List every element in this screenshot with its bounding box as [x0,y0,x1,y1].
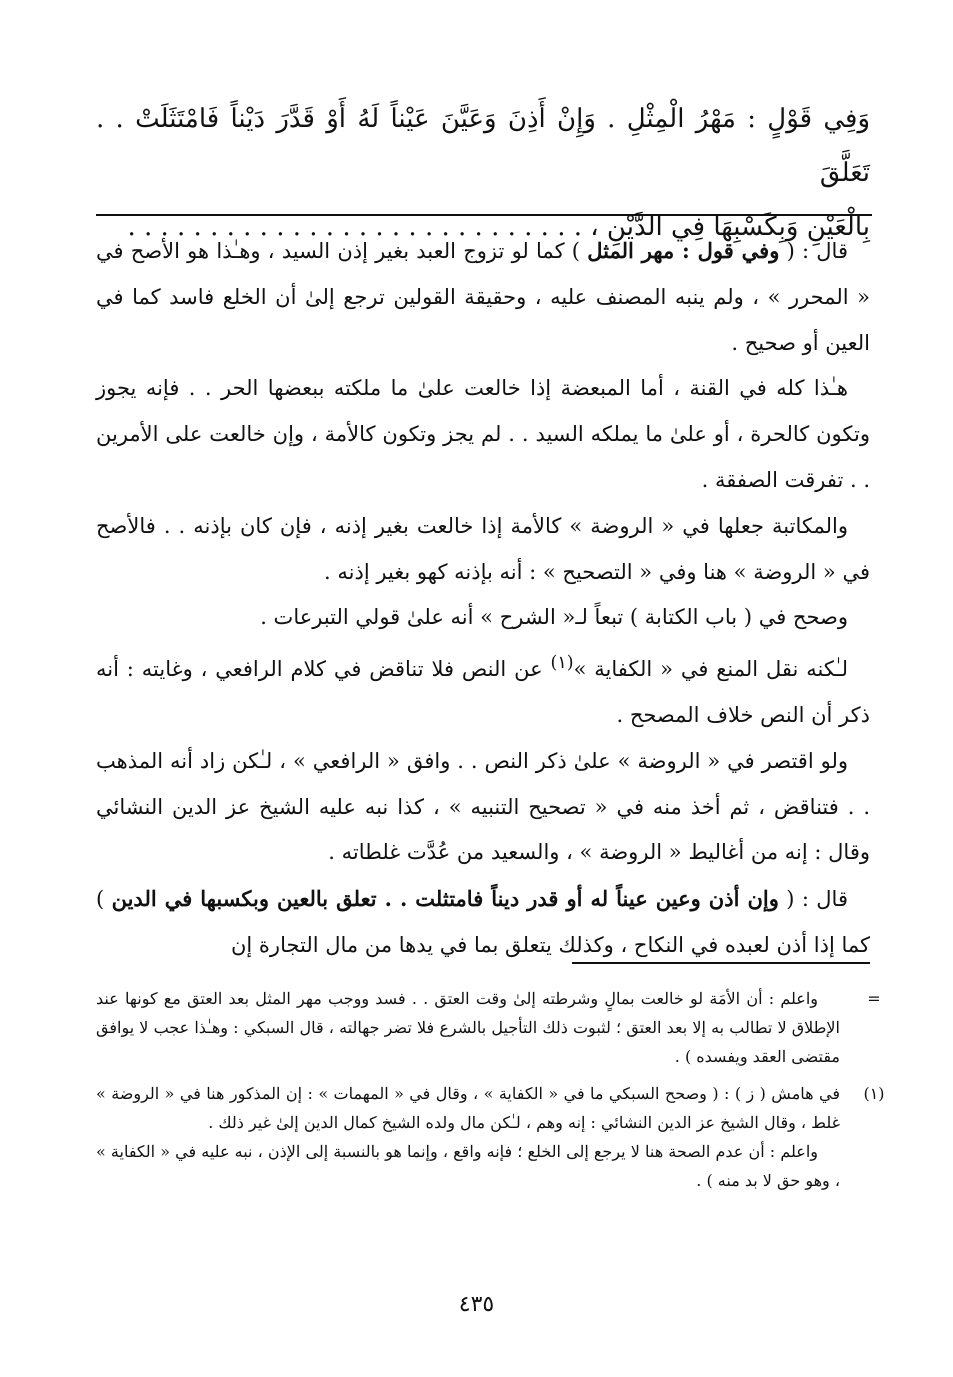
footnote-marker: = [867,989,881,1008]
footnote-reference[interactable]: (١) [550,653,574,674]
footnote-text: في هامش ( ز ) : ( وصحح السبكي ما في « الكفاية » ، وقال في « المهمات » : إن المذكور هنا في « الروضة » غلط ، وقال الشيخ عز الدين النشائي : إنه وهم ، لـٰكن مال ولده الشيخ كمال الدين إلىٰ غير ذلك . [96,1084,840,1132]
page-number: ٤٣٥ [458,1292,495,1317]
commentary-paragraph: ولو اقتصر في « الروضة » علىٰ ذكر النص . . وافق « الرافعي » ، لـٰكن زاد أنه المذهب . . فتناقض ، ثم أخذ منه في « تصحيح التنبيه » ، كذا نبه عليه الشيخ عز الدين النشائي وقال : إنه من أغاليط « الروضة » ، والسعيد من عُدَّت غلطاته . [96,748,870,865]
footnote-divider [572,962,870,964]
commentary-text [96,228,870,969]
commentary-paragraph: وصحح في ( باب الكتابة ) تبعاً لـ« الشرح » أنه علىٰ قولي التبرعات . [260,605,848,630]
commentary-paragraph: لـٰكنه نقل المنع في « الكفاية »$^{(١)}$ عن النص فلا تناقض في كلام الرافعي ، وغايته : أنه ذكر أن النص خلاف المصحح . [96,653,870,727]
commentary-paragraph: هـٰذا كله في القنة ، أما المبعضة إذا خالعت علىٰ ما ملكته ببعضها الحر . . فإنه يجوز وتكون كالحرة ، أو علىٰ ما يملكه السيد . . لم يجز وتكون كالأمة ، وإن خالعت على الأمرين . . تفرقت الصفقة . [96,376,870,492]
quoted-matn: وإن أذن وعين عيناً له أو قدر ديناً فامتثلت . . تعلق بالعين وبكسبها في الدين [111,886,779,912]
footnote-continued [96,984,881,1071]
footnote-marker: (١) [863,1084,885,1103]
matn-line: بِالْعَيْنِ وَبِكَسْبِهَا فِي الدَّيْنِ ، . . . . . . . . . . . . . . . . . . . . . . . . . . . . [127,212,870,242]
matn-divider [96,214,872,216]
footnote-1 [96,1079,885,1195]
footnotes [96,984,885,1203]
commentary-paragraph: قال : ( وفي قول : مهر المثل ) كما لو تزوج العبد بغير إذن السيد ، وهـٰذا هو الأصح في « المحرر » ، ولم ينبه المصنف عليه ، وحقيقة القولين ترجع إلىٰ أن الخلع فاسد كما في العين أو صحيح . [96,238,870,355]
commentary-paragraph: قال : ( وإن أذن وعين عيناً له أو قدر ديناً فامتثلت . . تعلق بالعين وبكسبها في الدين ) كما إذا أذن لعبده في النكاح ، وكذلك يتعلق بما في يدها من مال التجارة إن [96,886,870,957]
commentary-paragraph: والمكاتبة جعلها في « الروضة » كالأمة إذا خالعت بغير إذنه ، فإن كان بإذنه . . فالأصح في « الروضة » هنا وفي « التصحيح » : أنه بإذنه كهو بغير إذنه . [96,513,870,584]
matn-line: وَفِي قَوْلٍ : مَهْرُ الْمِثْلِ . وَإِنْ أَذِنَ وَعَيَّنَ عَيْناً لَهُ أَوْ قَدَّرَ دَيْناً فَامْتَثَلَتْ . . تَعَلَّقَ [96,104,870,188]
footnote-text: واعلم : أن عدم الصحة هنا لا يرجع إلى الخلع ؛ فإنه واقع ، وإنما هو بالنسبة إلى الإذن ، نبه عليه في « الكفاية » ، وهو حق لا بد منه ) . [96,1142,840,1190]
footnote-text: واعلم : أن الأمَة لو خالعت بمالٍ وشرطته إلىٰ وقت العتق . . فسد ووجب مهر المثل بعد العتق مع كونها عند الإطلاق لا تطالب به إلا بعد العتق ؛ لثبوت ذلك التأجيل بالشرع فلا تضر جهالته ، قال السبكي : وهـٰذا عجب لا يوافق مقتضى العقد ويفسده ) . [96,989,840,1066]
quoted-matn: وفي قول : مهر المثل [587,238,780,263]
